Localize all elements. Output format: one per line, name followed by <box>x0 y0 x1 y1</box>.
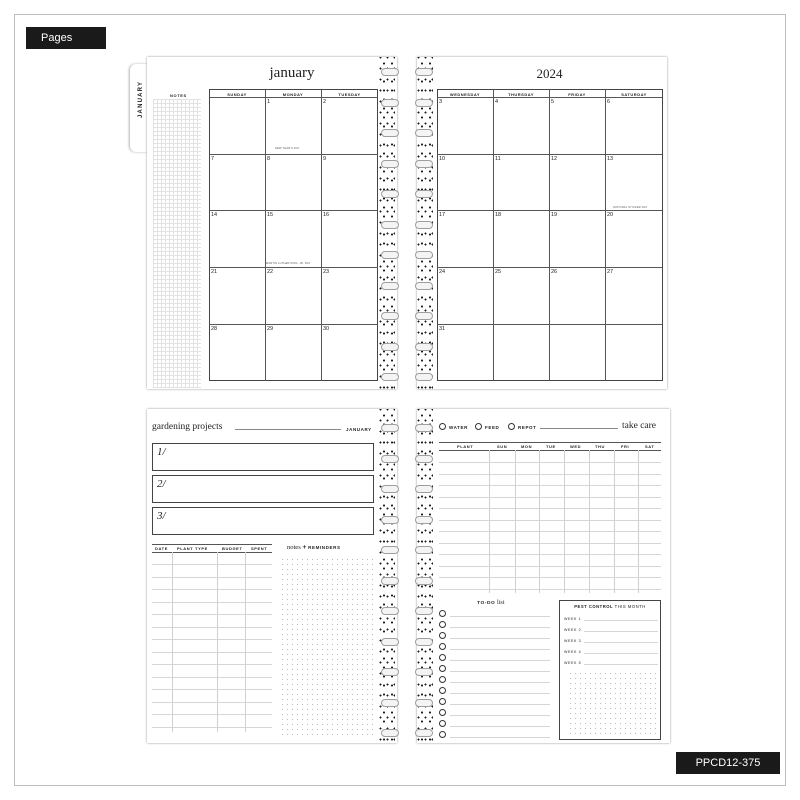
week-label: WEEK 3 <box>564 639 582 643</box>
disc-ring-right <box>415 638 433 646</box>
week-line[interactable] <box>584 620 658 621</box>
table-row[interactable] <box>439 577 661 578</box>
disc-ring-right <box>415 129 433 137</box>
day-header: FRIDAY <box>568 92 586 97</box>
table-row[interactable] <box>439 485 661 486</box>
disc-ring-right <box>415 373 433 381</box>
todo-checkbox[interactable] <box>439 698 446 705</box>
day-header: SUNDAY <box>227 92 247 97</box>
table-row[interactable] <box>152 614 272 615</box>
care-header: MON <box>521 444 533 449</box>
project-box[interactable] <box>152 443 374 471</box>
water-checkbox[interactable] <box>439 423 446 430</box>
notes-word: notes <box>287 544 301 551</box>
disc-ring-left <box>381 455 399 463</box>
disc-ring-left <box>381 221 399 229</box>
disc-ring-right <box>415 516 433 524</box>
table-header: BUDGET <box>222 546 243 551</box>
month-tab-label: JANUARY <box>138 80 144 118</box>
week-line[interactable] <box>584 631 658 632</box>
repot-label: REPOT <box>518 425 537 430</box>
disc-ring-left <box>381 516 399 524</box>
todo-checkbox[interactable] <box>439 632 446 639</box>
pest-bold: PEST CONTROL <box>574 604 614 609</box>
date-cell[interactable]: 5 <box>551 99 555 105</box>
holiday-label: NATIONAL STICKER DAY <box>613 206 648 209</box>
table-header: SPENT <box>251 546 268 551</box>
table-row[interactable] <box>439 554 661 555</box>
date-cell[interactable]: 14 <box>211 212 218 218</box>
todo-checkbox[interactable] <box>439 643 446 650</box>
todo-line[interactable] <box>450 649 550 650</box>
todo-line[interactable] <box>450 693 550 694</box>
disc-ring-left <box>381 607 399 615</box>
disc-ring-left <box>381 312 399 320</box>
calendar-grid-left <box>209 89 378 381</box>
feed-checkbox[interactable] <box>475 423 482 430</box>
disc-ring-left <box>381 190 399 198</box>
pages-tag: Pages <box>26 27 106 49</box>
table-row[interactable] <box>152 577 272 578</box>
date-cell[interactable]: 15 <box>267 212 274 218</box>
disc-ring-right <box>415 282 433 290</box>
disc-ring-left <box>381 729 399 737</box>
disc-ring-left <box>381 99 399 107</box>
todo-line[interactable] <box>450 627 550 628</box>
care-header: SUN <box>497 444 508 449</box>
table-row[interactable] <box>439 589 661 590</box>
week-line[interactable] <box>584 664 658 665</box>
week-line[interactable] <box>584 642 658 643</box>
date-cell[interactable]: 10 <box>439 156 446 162</box>
disc-ring-right <box>415 607 433 615</box>
disc-ring-left <box>381 577 399 585</box>
disc-ring-right <box>415 251 433 259</box>
todo-checkbox[interactable] <box>439 687 446 694</box>
care-header: TUE <box>546 444 556 449</box>
day-header: TUESDAY <box>338 92 361 97</box>
table-row[interactable] <box>152 652 272 653</box>
table-row[interactable] <box>152 702 272 703</box>
table-header: DATE <box>155 546 168 551</box>
holiday-label: MARTIN LUTHER KING, JR. DAY <box>266 262 311 265</box>
pest-word: THIS MONTH <box>614 604 646 609</box>
todo-checkbox[interactable] <box>439 709 446 716</box>
take-care-page <box>417 409 670 743</box>
table-row[interactable] <box>152 639 272 640</box>
table-row[interactable] <box>152 627 272 628</box>
disc-ring-right <box>415 68 433 76</box>
date-cell[interactable]: 20 <box>607 212 614 218</box>
date-cell[interactable]: 13 <box>607 156 614 162</box>
todo-line[interactable] <box>450 638 550 639</box>
take-care-title: take care <box>622 421 657 431</box>
disc-ring-right <box>415 99 433 107</box>
care-header: THU <box>595 444 606 449</box>
care-header: PLANT <box>457 444 474 449</box>
disc-ring-right <box>415 699 433 707</box>
todo-line[interactable] <box>450 726 550 727</box>
todo-checkbox[interactable] <box>439 676 446 683</box>
table-row[interactable] <box>152 589 272 590</box>
calendar-grid-right <box>437 89 663 381</box>
table-row[interactable] <box>439 462 661 463</box>
gardening-month: JANUARY <box>346 427 372 432</box>
date-cell[interactable]: 2 <box>323 99 327 105</box>
disc-ring-left <box>381 160 399 168</box>
year-title: 2024 <box>536 66 563 81</box>
date-cell[interactable]: 12 <box>551 156 558 162</box>
date-cell[interactable]: 6 <box>607 99 611 105</box>
date-cell[interactable]: 1 <box>267 99 271 105</box>
disc-ring-left <box>381 68 399 76</box>
week-label: WEEK 4 <box>564 650 582 654</box>
project-number: 1/ <box>157 446 166 458</box>
day-header: MONDAY <box>282 92 304 97</box>
disc-ring-left <box>381 485 399 493</box>
date-cell[interactable]: 24 <box>439 269 446 275</box>
todo-line[interactable] <box>450 704 550 705</box>
project-number: 2/ <box>157 478 166 490</box>
notes-grid <box>153 99 201 388</box>
todo-checkbox[interactable] <box>439 654 446 661</box>
todo-word: list <box>497 600 505 606</box>
date-cell[interactable]: 17 <box>439 212 446 218</box>
date-cell[interactable]: 30 <box>323 326 330 332</box>
todo-line[interactable] <box>450 660 550 661</box>
feed-label: FEED <box>485 425 500 430</box>
week-label: WEEK 1 <box>564 617 582 621</box>
date-cell[interactable]: 7 <box>211 156 215 162</box>
todo-bold: TO-DO <box>477 601 496 606</box>
project-box[interactable] <box>152 507 374 535</box>
pest-control-box <box>559 600 661 740</box>
todo-line[interactable] <box>450 671 550 672</box>
table-header: PLANT TYPE <box>177 546 208 551</box>
care-header: FRI <box>621 444 630 449</box>
notes-reminders-heading <box>287 544 341 551</box>
date-cell[interactable]: 27 <box>607 269 614 275</box>
todo-checkbox[interactable] <box>439 621 446 628</box>
table-row[interactable] <box>439 474 661 475</box>
table-row[interactable] <box>439 531 661 532</box>
table-row[interactable] <box>152 664 272 665</box>
table-row[interactable] <box>152 564 272 565</box>
disc-ring-left <box>381 699 399 707</box>
january-left-page <box>147 57 397 389</box>
disc-ring-left <box>381 424 399 432</box>
todo-checkbox[interactable] <box>439 720 446 727</box>
disc-ring-left <box>381 282 399 290</box>
gardening-title: gardening projects <box>152 422 223 432</box>
date-cell[interactable]: 22 <box>267 269 274 275</box>
table-row[interactable] <box>439 497 661 498</box>
month-title: january <box>269 65 315 81</box>
date-cell[interactable]: 9 <box>323 156 327 162</box>
disc-ring-right <box>415 668 433 676</box>
table-row[interactable] <box>152 714 272 715</box>
day-header: THURSDAY <box>508 92 534 97</box>
table-row[interactable] <box>439 543 661 544</box>
date-cell[interactable]: 23 <box>323 269 330 275</box>
disc-ring-left <box>381 546 399 554</box>
todo-line[interactable] <box>450 715 550 716</box>
care-header: WED <box>570 444 582 449</box>
week-label: WEEK 5 <box>564 661 582 665</box>
date-cell[interactable]: 3 <box>439 99 443 105</box>
disc-ring-left <box>381 251 399 259</box>
table-row[interactable] <box>152 727 272 728</box>
project-box[interactable] <box>152 475 374 503</box>
reminders-word: REMINDERS <box>308 545 341 550</box>
todo-line[interactable] <box>450 616 550 617</box>
water-label: WATER <box>449 425 468 430</box>
day-header: SATURDAY <box>621 92 647 97</box>
date-cell[interactable]: 29 <box>267 326 274 332</box>
pest-dot-grid <box>568 671 656 737</box>
date-cell[interactable]: 28 <box>211 326 218 332</box>
todo-checkbox[interactable] <box>439 731 446 738</box>
january-right-page <box>417 57 667 389</box>
notes-label: NOTES <box>170 93 187 98</box>
date-cell[interactable]: 4 <box>495 99 499 105</box>
todo-line[interactable] <box>450 682 550 683</box>
todo-checkbox[interactable] <box>439 610 446 617</box>
disc-ring-right <box>415 546 433 554</box>
holiday-label: NEW YEAR'S DAY <box>275 147 300 150</box>
todo-line[interactable] <box>450 737 550 738</box>
pest-heading <box>560 604 660 609</box>
date-cell[interactable]: 16 <box>323 212 330 218</box>
date-cell[interactable]: 19 <box>551 212 558 218</box>
plus-sign: + <box>302 544 307 551</box>
date-cell[interactable]: 26 <box>551 269 558 275</box>
week-line[interactable] <box>584 653 658 654</box>
table-row[interactable] <box>439 520 661 521</box>
day-header: WEDNESDAY <box>449 92 481 97</box>
table-row[interactable] <box>439 566 661 567</box>
table-row[interactable] <box>152 689 272 690</box>
disc-ring-right <box>415 485 433 493</box>
product-code-tag: PPCD12-375 <box>676 752 780 774</box>
disc-ring-left <box>381 668 399 676</box>
table-row[interactable] <box>152 602 272 603</box>
disc-ring-right <box>415 343 433 351</box>
project-number: 3/ <box>157 510 166 522</box>
disc-ring-right <box>415 577 433 585</box>
disc-ring-right <box>415 424 433 432</box>
todo-heading <box>477 600 504 606</box>
week-label: WEEK 2 <box>564 628 582 632</box>
disc-ring-right <box>415 160 433 168</box>
disc-ring-right <box>415 312 433 320</box>
table-row[interactable] <box>152 677 272 678</box>
date-cell[interactable]: 18 <box>495 212 502 218</box>
date-cell[interactable]: 11 <box>495 156 501 162</box>
disc-ring-left <box>381 129 399 137</box>
table-row[interactable] <box>439 508 661 509</box>
gardening-projects-page <box>147 409 397 743</box>
disc-ring-right <box>415 190 433 198</box>
date-cell[interactable]: 8 <box>267 156 271 162</box>
disc-ring-right <box>415 455 433 463</box>
todo-checkbox[interactable] <box>439 665 446 672</box>
disc-ring-left <box>381 638 399 646</box>
date-cell[interactable]: 31 <box>439 326 446 332</box>
date-cell[interactable]: 21 <box>211 269 218 275</box>
disc-ring-left <box>381 373 399 381</box>
repot-checkbox[interactable] <box>508 423 515 430</box>
date-cell[interactable]: 25 <box>495 269 502 275</box>
care-header: SAT <box>645 444 655 449</box>
disc-ring-right <box>415 729 433 737</box>
disc-ring-left <box>381 343 399 351</box>
disc-ring-right <box>415 221 433 229</box>
notes-dot-grid <box>280 557 375 737</box>
